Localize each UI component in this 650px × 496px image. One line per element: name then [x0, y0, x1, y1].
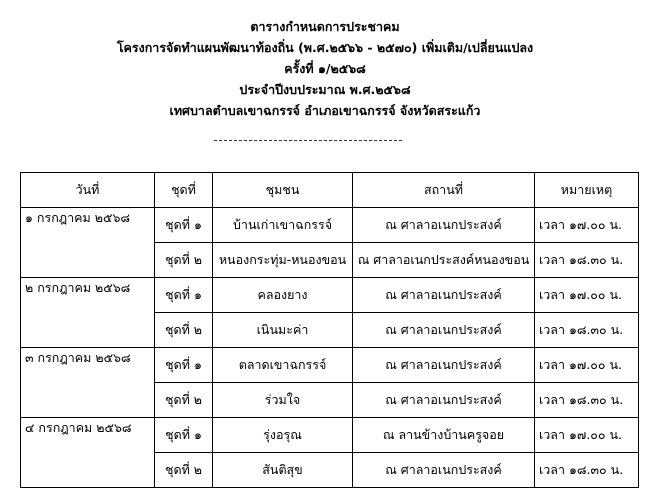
set-cell: ชุดที่ ๒ — [155, 243, 213, 278]
place-cell: ณ ศาลาอเนกประสงค์ — [353, 278, 535, 313]
note-cell: เวลา ๑๘.๓๐ น. — [535, 243, 639, 278]
fiscal-year: ประจำปีงบประมาณ พ.ศ.๒๕๖๘ — [239, 82, 411, 97]
table-row — [21, 348, 639, 383]
place-cell: ณ ศาลาอเนกประสงค์ — [353, 383, 535, 418]
note-cell: เวลา ๑๘.๓๐ น. — [535, 383, 639, 418]
set-cell: ชุดที่ ๒ — [155, 313, 213, 348]
community-cell: ตลาดเขาฉกรรจ์ — [213, 348, 353, 383]
set-cell: ชุดที่ ๒ — [155, 383, 213, 418]
place-cell: ณ ศาลาอเนกประสงค์ — [353, 453, 535, 488]
place-cell: ณ ลานข้างบ้านครูจอย — [353, 418, 535, 453]
column-header-date: วันที่ — [21, 173, 155, 208]
note-cell: เวลา ๑๗.๐๐ น. — [535, 208, 639, 243]
community-cell: บ้านเก่าเขาฉกรรจ์ — [213, 208, 353, 243]
schedule-title: ตารางกำหนดการประชาคม — [250, 19, 400, 34]
organization-name: เทศบาลตำบลเขาฉกรรจ์ อำเภอเขาฉกรรจ์ จังหวัดสระแก้ว — [169, 103, 481, 118]
column-header-set: ชุดที่ — [155, 173, 213, 208]
date-cell: ๑ กรกฎาคม ๒๕๖๘ — [21, 208, 155, 278]
date-cell: ๓ กรกฎาคม ๒๕๖๘ — [21, 348, 155, 418]
community-cell: หนองกระทุ่ม-หนองขอน — [213, 243, 353, 278]
place-cell: ณ ศาลาอเนกประสงค์ — [353, 348, 535, 383]
column-header-place: สถานที่ — [353, 173, 535, 208]
note-cell: เวลา ๑๘.๓๐ น. — [535, 453, 639, 488]
date-cell: ๒ กรกฎาคม ๒๕๖๘ — [21, 278, 155, 348]
community-cell: เนินมะค่า — [213, 313, 353, 348]
set-cell: ชุดที่ ๑ — [155, 208, 213, 243]
note-cell: เวลา ๑๗.๐๐ น. — [535, 348, 639, 383]
table-row — [21, 278, 639, 313]
set-cell: ชุดที่ ๑ — [155, 278, 213, 313]
table-header-row — [21, 173, 639, 208]
community-cell: ร่วมใจ — [213, 383, 353, 418]
column-header-note: หมายเหตุ — [535, 173, 639, 208]
place-cell: ณ ศาลาอเนกประสงค์ — [353, 208, 535, 243]
set-cell: ชุดที่ ๑ — [155, 418, 213, 453]
header-divider — [214, 140, 402, 141]
community-cell: สันติสุข — [213, 453, 353, 488]
set-cell: ชุดที่ ๒ — [155, 453, 213, 488]
column-header-community: ชุมชน — [213, 173, 353, 208]
session-number: ครั้งที่ ๑/๒๕๖๘ — [284, 61, 366, 76]
schedule-table — [20, 172, 639, 488]
place-cell: ณ ศาลาอเนกประสงค์ — [353, 313, 535, 348]
community-cell: รุ่งอรุณ — [213, 418, 353, 453]
date-cell: ๔ กรกฎาคม ๒๕๖๘ — [21, 418, 155, 488]
note-cell: เวลา ๑๘.๓๐ น. — [535, 313, 639, 348]
project-title: โครงการจัดทำแผนพัฒนาท้องถิ่น (พ.ศ.๒๕๖๖ - ๒๕๗๐) เพิ่มเติม/เปลี่ยนแปลง — [116, 40, 534, 55]
place-cell: ณ ศาลาอเนกประสงค์หนองขอน — [353, 243, 535, 278]
table-row — [21, 418, 639, 453]
document-header — [0, 16, 650, 121]
note-cell: เวลา ๑๗.๐๐ น. — [535, 418, 639, 453]
community-cell: คลองยาง — [213, 278, 353, 313]
table-row — [21, 208, 639, 243]
note-cell: เวลา ๑๗.๐๐ น. — [535, 278, 639, 313]
set-cell: ชุดที่ ๑ — [155, 348, 213, 383]
